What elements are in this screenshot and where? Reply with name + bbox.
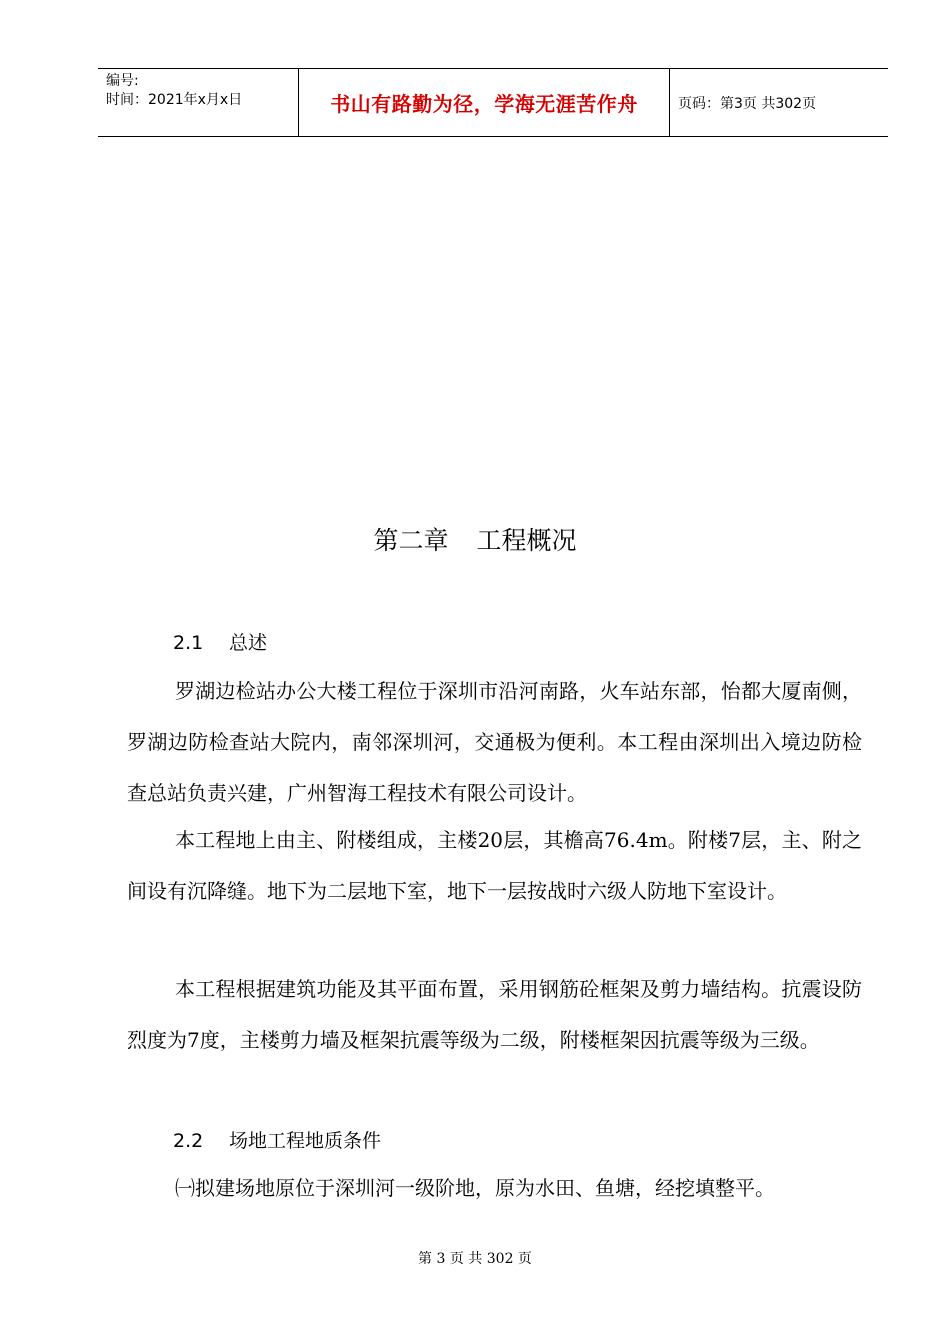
section-heading-2-2: [173, 1126, 381, 1153]
header-motto-cell: [299, 69, 670, 136]
header-meta: [98, 69, 299, 136]
section-title: 总述: [229, 632, 268, 654]
section-number: 2.1: [173, 632, 204, 654]
section-heading-2-1: [173, 628, 267, 655]
section-number: 2.2: [173, 1130, 204, 1152]
chapter-title: 工程概况: [476, 526, 577, 555]
page-header: [98, 68, 888, 137]
header-page-info: 页码：第3页 共302页: [678, 95, 817, 112]
serial-label: 编号:: [106, 73, 139, 89]
paragraph: 本工程根据建筑功能及其平面布置，采用钢筋砼框架及剪力墙结构。抗震设防烈度为7度，主楼剪力墙及框架抗震等级为二级，附楼框架因抗震等级为三级。: [127, 977, 862, 1052]
chapter-number: 第二章: [373, 526, 449, 555]
paragraph: 罗湖边检站办公大楼工程位于深圳市沿河南路，火车站东部，怡都大厦南侧，罗湖边防检查站大院内，南邻深圳河，交通极为便利。本工程由深圳出入境边防检查总站负责兴建，广州智海工程技术有限公司设计。: [127, 679, 862, 805]
paragraph: 本工程地上由主、附楼组成，主楼20层，其檐高76.4m。附楼7层，主、附之间设有沉降缝。地下为二层地下室，地下一层按战时六级人防地下室设计。: [127, 828, 862, 903]
header-motto: 书山有路勤为径，学海无涯苦作舟: [330, 92, 638, 116]
chapter-heading: [0, 521, 950, 557]
page-footer: 第 3 页 共 302 页: [418, 1251, 532, 1267]
time-text: 时间：2021年x月x日: [106, 92, 243, 108]
paragraph: ㈠拟建场地原位于深圳河一级阶地，原为水田、鱼塘，经挖填整平。: [175, 1176, 775, 1200]
section-title: 场地工程地质条件: [229, 1130, 382, 1152]
